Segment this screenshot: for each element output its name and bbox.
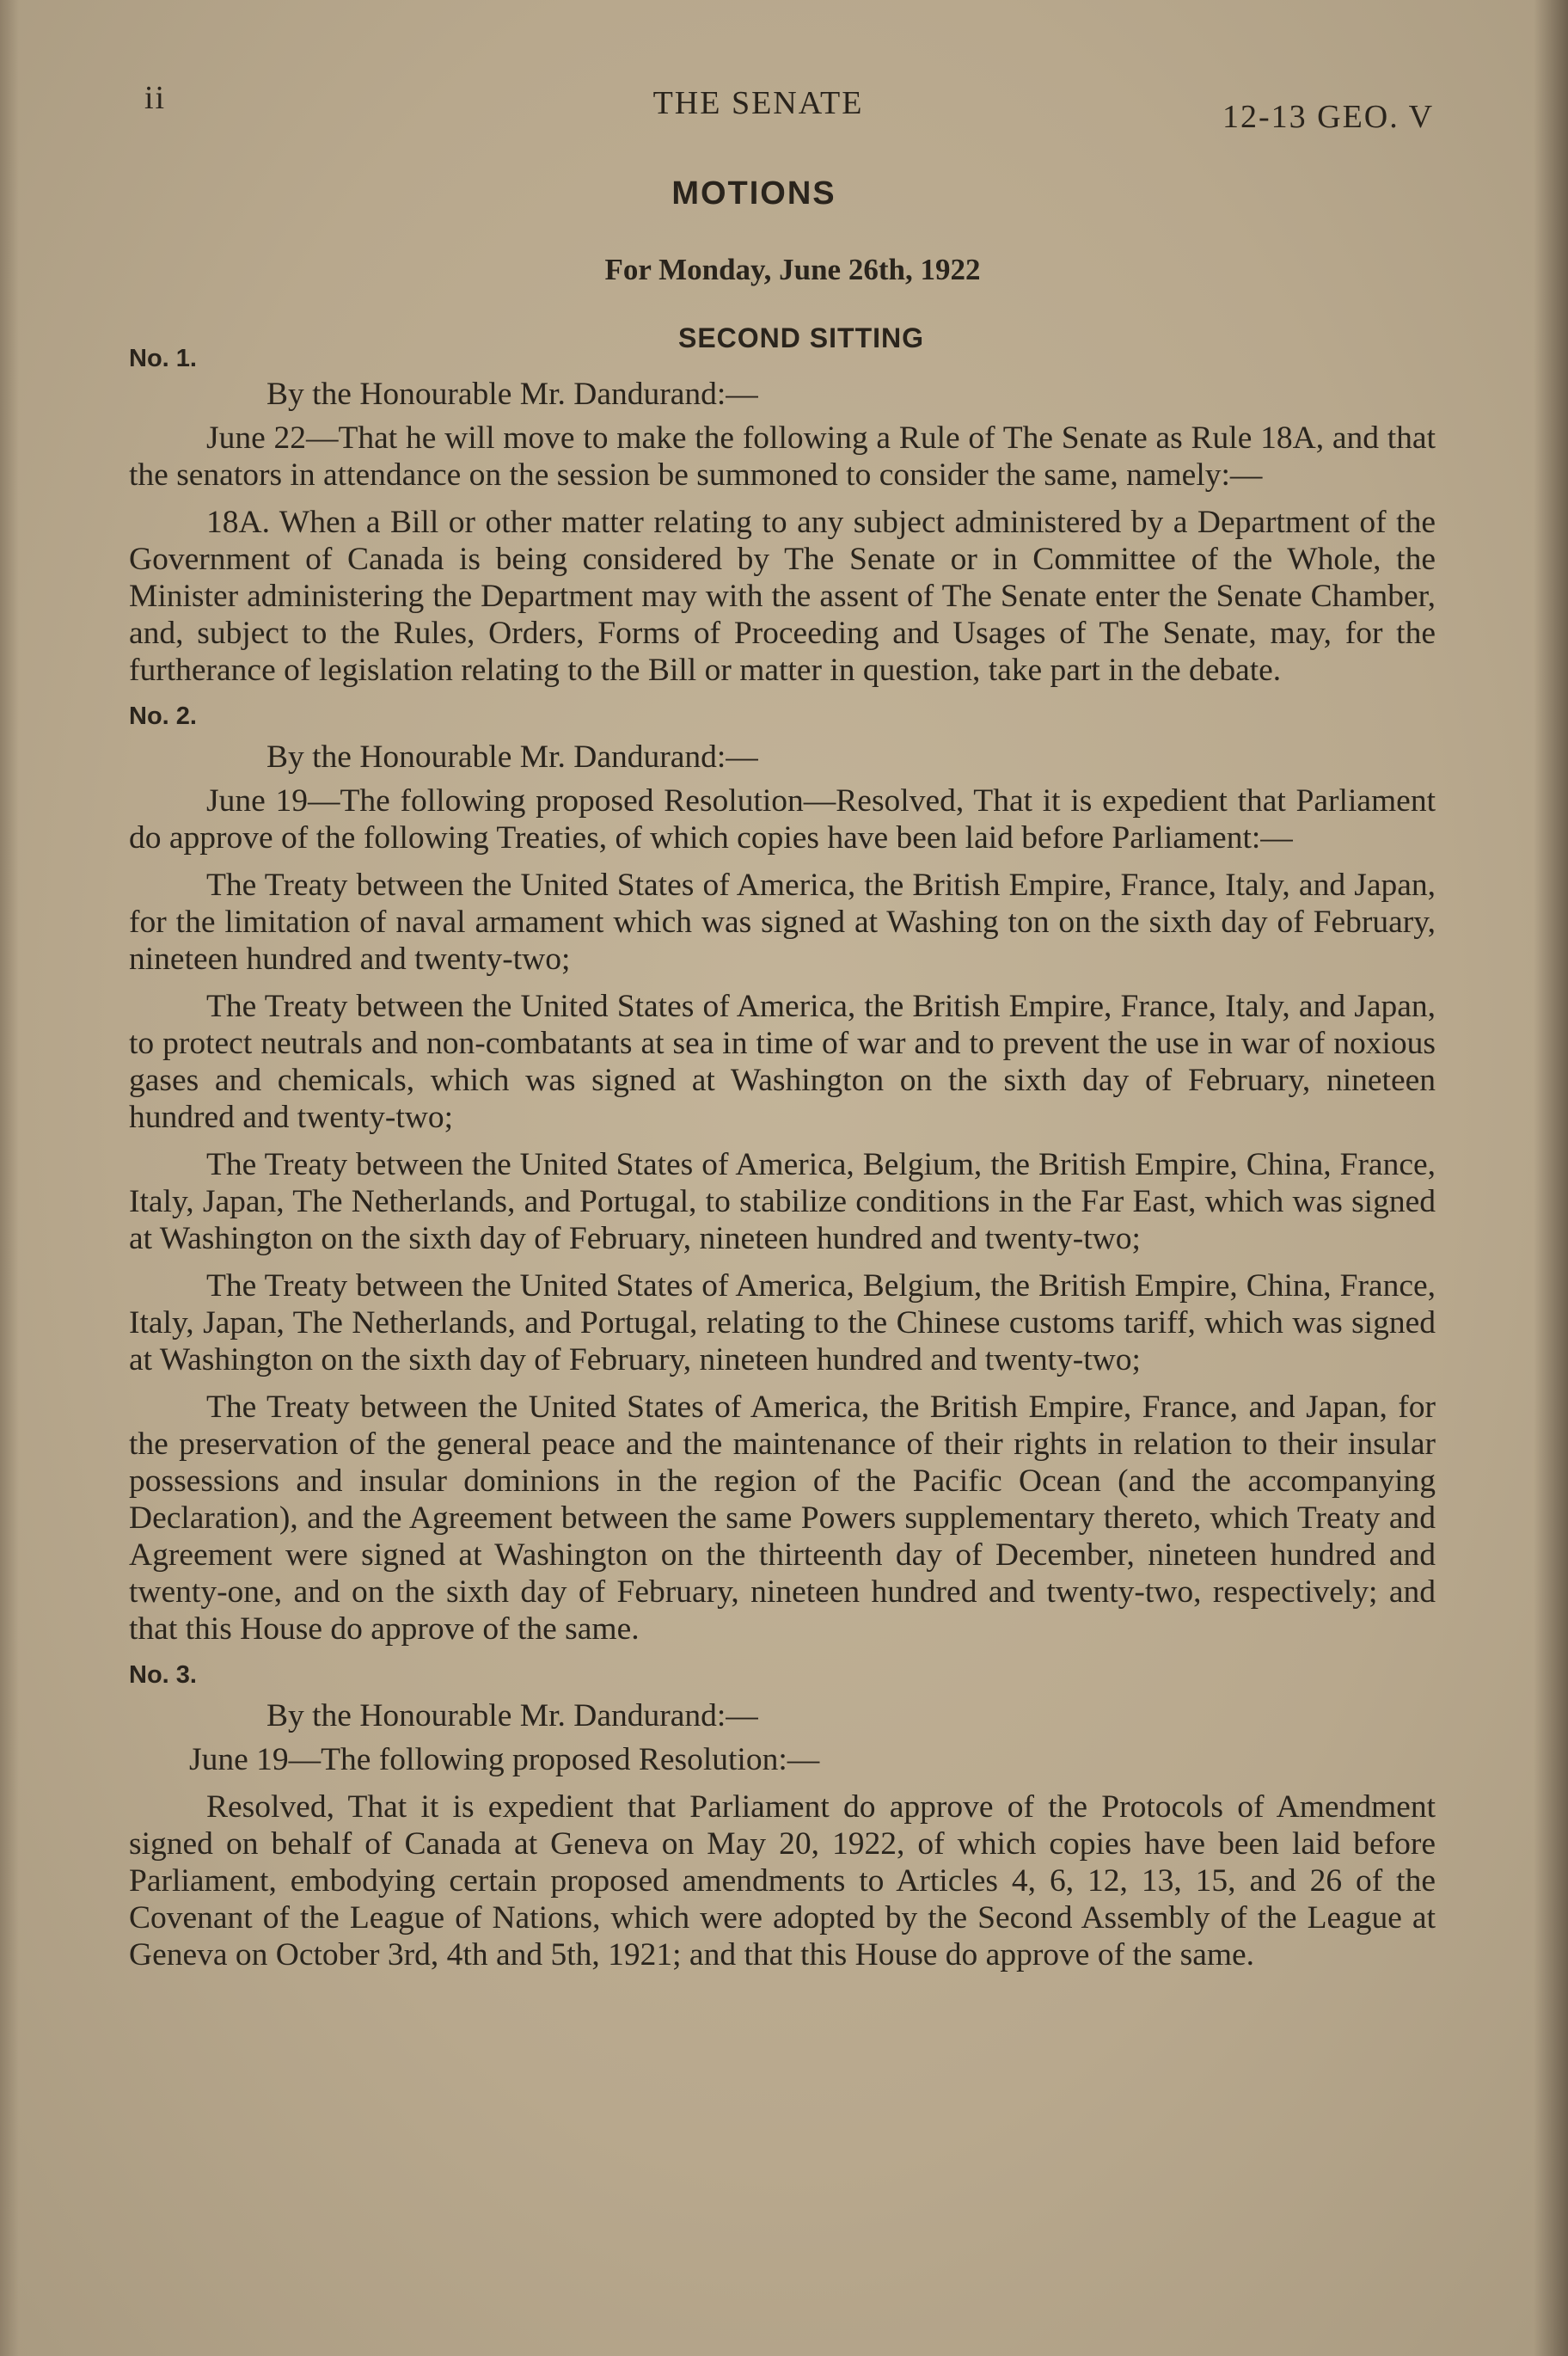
motion-2 xyxy=(129,699,1436,1647)
treaty-paragraph: The Treaty between the United States of America, Belgium, the British Empire, China, France, Italy, Japan, The Netherlands, and Portugal, to stabilize conditions in the Far East, which was signed at Washington on the sixth day of February, nineteen hundred and twenty-two; xyxy=(129,1147,1436,1256)
page-title: MOTIONS xyxy=(671,175,836,212)
motion-mover: By the Honourable Mr. Dandurand:— xyxy=(266,377,758,412)
motions-body xyxy=(129,345,1436,1984)
running-header xyxy=(0,79,1568,135)
page-folio: ii xyxy=(144,80,167,116)
motion-number: No. 2. xyxy=(129,703,197,730)
motion-paragraph: June 22—That he will move to make the following a Rule of The Senate as Rule 18A, and that the senators in attendance on the session be summoned to consider the same, namely:— xyxy=(129,420,1436,493)
treaty-paragraph: The Treaty between the United States of America, Belgium, the British Empire, China, France, Italy, Japan, The Netherlands, and Portugal, relating to the Chinese customs tariff, which was signed at Washington on the sixth day of February, nineteen hundred and twenty-two; xyxy=(129,1268,1436,1377)
motion-paragraph: 18A. When a Bill or other matter relating to any subject administered by a Department of the Government of Canada is being considered by The Senate or in Committee of the Whole, the Minister administering the Department may with the assent of The Senate enter the Senate Chamber, and, subject to the Rules, Orders, Forms of Proceeding and Usages of The Senate, may, for the furtherance of legislation relating to the Bill or matter in question, take part in the debate. xyxy=(129,505,1436,688)
sitting-date: For Monday, June 26th, 1922 xyxy=(604,253,981,286)
motion-number: No. 1. xyxy=(129,345,197,372)
motion-mover: By the Honourable Mr. Dandurand:— xyxy=(266,739,758,775)
motion-number: No. 3. xyxy=(129,1661,197,1689)
treaty-paragraph: The Treaty between the United States of America, the British Empire, France, Italy, and Japan, for the limitation of naval armament which was signed at Washing ton on the sixth day of February, nineteen hundred and twenty-two; xyxy=(129,868,1436,977)
session-label: 12-13 GEO. V xyxy=(1222,99,1435,135)
sitting-label: SECOND SITTING xyxy=(677,322,924,353)
motion-1 xyxy=(129,341,1436,689)
motion-paragraph: June 19—The following proposed Resolution:— xyxy=(189,1742,820,1777)
motion-mover: By the Honourable Mr. Dandurand:— xyxy=(266,1698,758,1733)
motion-paragraph: Resolved, That it is expedient that Parliament do approve of the Protocols of Amendment signed on behalf of Canada at Geneva on May 20, 1922, of which copies have been laid before Parliament, embodying certain proposed amendments to Articles 4, 6, 12, 13, 15, and 26 of the Covenant of the League of Nations, which were adopted by the Second Assembly of the League at Geneva on October 3rd, 4th and 5th, 1921; and that this House do approve of the same. xyxy=(129,1789,1436,1973)
treaty-paragraph: The Treaty between the United States of America, the British Empire, France, and Japan, for the preservation of the general peace and the maintenance of their rights in relation to their insular possessions and insular dominions in the region of the Pacific Ocean (and the accompanying Declaration), and the Agreement between the same Powers supplementary thereto, which Treaty and Agreement were signed at Washington on the thirteenth day of December, nineteen hundred and twenty-one, and on the sixth day of February, nineteen hundred and twenty-two, respectively; and that this House do approve of the same. xyxy=(129,1390,1436,1647)
treaty-paragraph: The Treaty between the United States of America, the British Empire, France, Italy, and Japan, to protect neutrals and non-combatants at sea in time of war and to prevent the use in war of noxious gases and chemicals, which was signed at Washington on the sixth day of February, nineteen hundred and twenty-two; xyxy=(129,989,1436,1135)
running-title: THE SENATE xyxy=(652,85,864,121)
motion-paragraph: June 19—The following proposed Resolution—Resolved, That it is expedient that Parliament do approve of the following Treaties, of which copies have been laid before Parliament:— xyxy=(129,783,1436,856)
motion-3 xyxy=(129,1658,1436,1973)
